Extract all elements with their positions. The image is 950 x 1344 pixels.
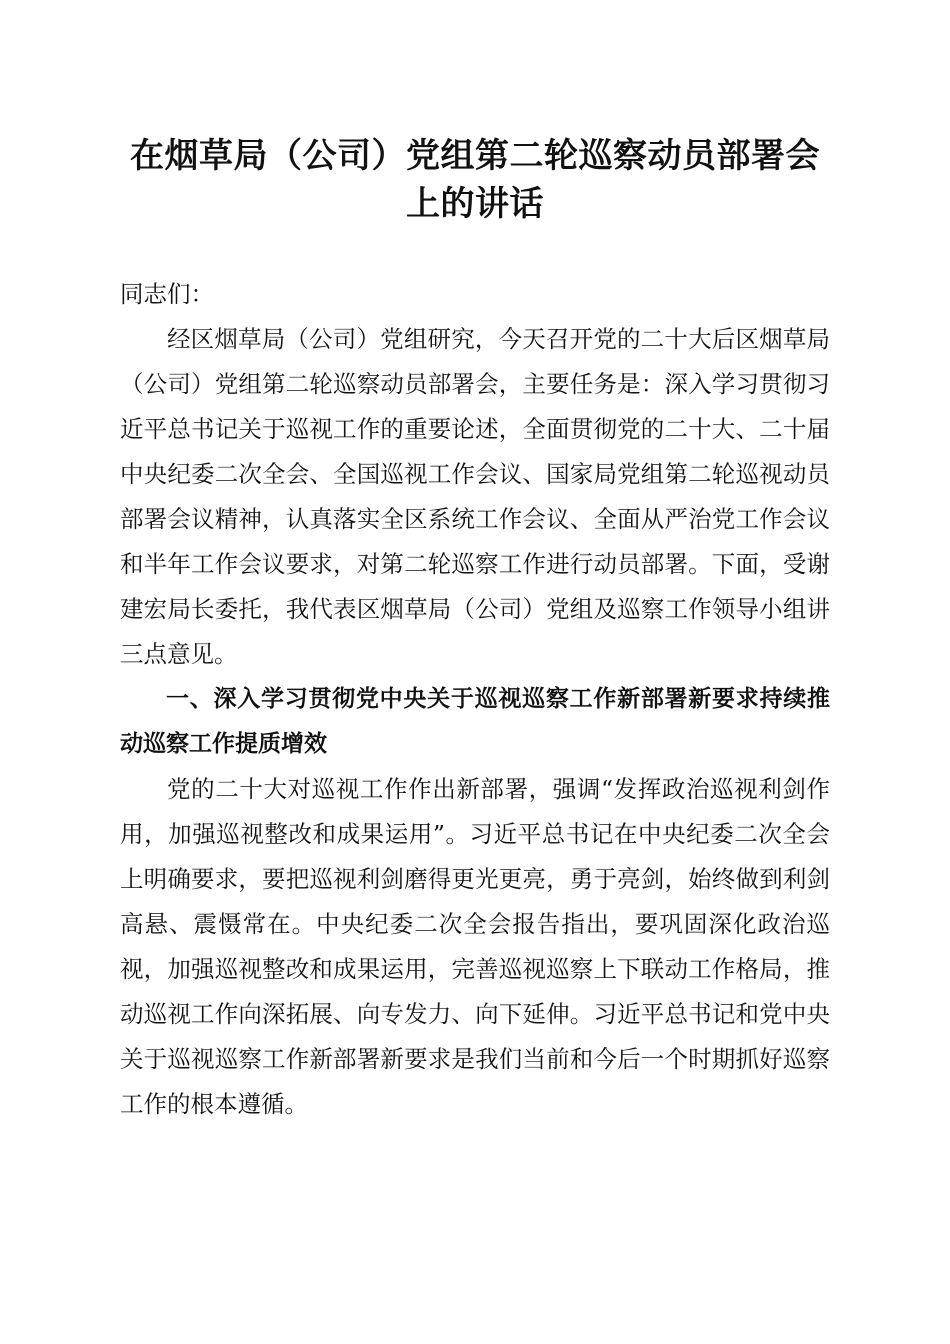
document-title: 在烟草局（公司）党组第二轮巡察动员部署会上的讲话 [130, 136, 820, 224]
document-body [120, 272, 830, 1127]
section-paragraph: 党的二十大对巡视工作作出新部署，强调“发挥政治巡视利剑作用，加强巡视整改和成果运用”。习近平总书记在中央纪委二次全会上明确要求，要把巡视利剑磨得更光更亮，勇于亮剑，始终做到利剑高悬、震慑常在。中央纪委二次全会报告指出，要巩固深化政治巡视，加强巡视整改和成果运用，完善巡视巡察上下联动工作格局，推动巡视工作向深拓展、向专发力、向下延伸。习近平总书记和党中央关于巡视巡察工作新部署新要求是我们当前和今后一个时期抓好巡察工作的根本遵循。 [120, 775, 830, 1118]
salutation: 同志们： [120, 280, 214, 308]
intro-paragraph: 经区烟草局（公司）党组研究，今天召开党的二十大后区烟草局（公司）党组第二轮巡察动员部署会，主要任务是：深入学习贯彻习近平总书记关于巡视工作的重要论述，全面贯彻党的二十大、二十届中央纪委二次全会、全国巡视工作会议、国家局党组第二轮巡视动员部署会议精神，认真落实全区系统工作会议、全面从严治党工作会议和半年工作会议要求，对第二轮巡察工作进行动员部署。下面，受谢建宏局长委托，我代表区烟草局（公司）党组及巡察工作领导小组讲三点意见。 [120, 325, 830, 668]
section-heading: 一、深入学习贯彻党中央关于巡视巡察工作新部署新要求持续推动巡察工作提质增效 [120, 686, 830, 757]
document-page [120, 0, 830, 1344]
